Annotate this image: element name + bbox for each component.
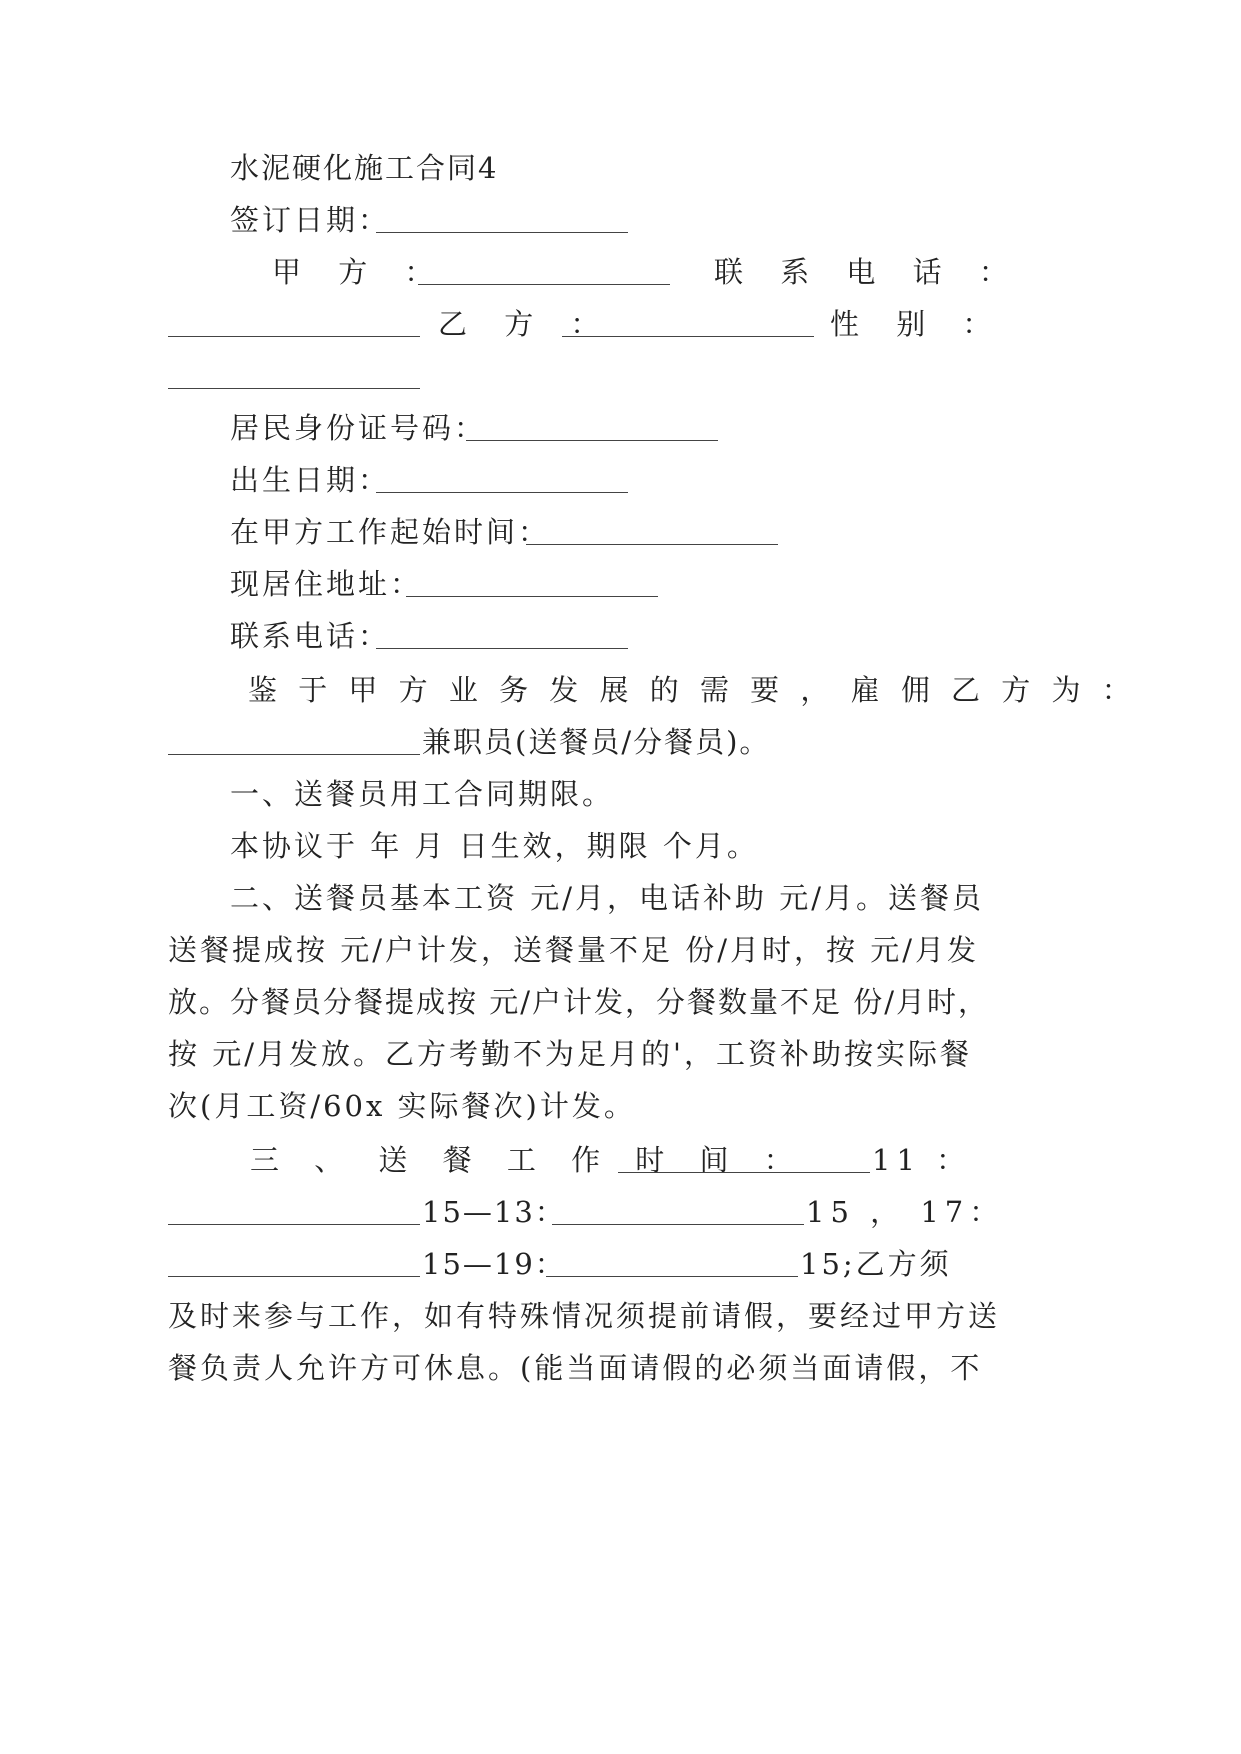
- section-2-text-3: 放。分餐员分餐提成按 元/户计发，分餐数量不足 份/月时，: [168, 985, 989, 1019]
- hire-intro-text: 鉴 于 甲 方 业 务 发 展 的 需 要 ， 雇 佣 乙 方 为 ：: [248, 673, 1137, 707]
- sign-date-label: 签订日期：: [230, 203, 391, 237]
- party-b-line: [0, 304, 1241, 344]
- work-time-blank-4: [168, 1276, 420, 1277]
- contact-phone-field-blank: [376, 648, 628, 649]
- section-2-text-5: 次(月工资/60x 实际餐次)计发。: [168, 1089, 636, 1123]
- sec2-line-4: [0, 1034, 1241, 1074]
- sec3-line-2: [0, 1192, 1241, 1232]
- birth-date-blank: [376, 492, 628, 493]
- sec2-line-3: [0, 982, 1241, 1022]
- start-time-blank: [526, 544, 778, 545]
- title-line: [0, 148, 1241, 188]
- hire-role-blank: [168, 754, 420, 755]
- section-2-text-4: 按 元/月发放。乙方考勤不为足月的'，工资补助按实际餐: [168, 1037, 972, 1071]
- gender-label: 性 别 ：: [830, 307, 1006, 341]
- document-title: 水泥硬化施工合同4: [230, 151, 499, 185]
- party-a-blank: [418, 284, 670, 285]
- id-number-line: [0, 408, 1241, 448]
- party-b-label: 乙 方 ：: [438, 307, 614, 341]
- sec2-line-2: [0, 930, 1241, 970]
- section-3-text-4: 及时来参与工作，如有特殊情况须提前请假，要经过甲方送: [168, 1299, 1001, 1333]
- hire-role-line: [0, 722, 1241, 762]
- party-a-label: 甲 方 ：: [272, 255, 448, 289]
- section-3-label: 三 、 送 餐 工 作 时 间 ：: [250, 1143, 806, 1177]
- section-3-text-5: 餐负责人允许方可休息。(能当面请假的必须当面请假，不: [168, 1351, 983, 1385]
- start-time-line: [0, 512, 1241, 552]
- hire-intro-line: [0, 670, 1241, 710]
- sec2-line-1: [0, 878, 1241, 918]
- sign-date-line: [0, 200, 1241, 240]
- start-time-label: 在甲方工作起始时间：: [230, 515, 551, 549]
- address-line: [0, 564, 1241, 604]
- address-label: 现居住地址：: [230, 567, 423, 601]
- sec3-line-3: [0, 1244, 1241, 1284]
- work-time-5: 15;乙方须: [800, 1247, 952, 1281]
- work-time-blank-2: [168, 1224, 420, 1225]
- sec1-title-line: [0, 774, 1241, 814]
- id-number-blank: [466, 440, 718, 441]
- sec1-text-line: [0, 826, 1241, 866]
- work-time-blank-3: [552, 1224, 804, 1225]
- work-time-blank-5: [546, 1276, 798, 1277]
- contact-phone-blank: [168, 336, 420, 337]
- gender-blank: [168, 388, 420, 389]
- sign-date-blank: [376, 232, 628, 233]
- contact-phone-line: [0, 616, 1241, 656]
- sec3-line-4: [0, 1296, 1241, 1336]
- work-time-blank-1: [618, 1172, 870, 1173]
- work-time-1: 11 ：: [872, 1143, 972, 1177]
- section-1-title: 一、送餐员用工合同期限。: [230, 777, 615, 811]
- sec3-line-5: [0, 1348, 1241, 1388]
- hire-role-text: 兼职员(送餐员/分餐员)。: [422, 725, 771, 759]
- contact-phone-label: 联系电话：: [230, 619, 391, 653]
- work-time-4: 15—19：: [422, 1247, 566, 1281]
- birth-date-line: [0, 460, 1241, 500]
- id-number-label: 居民身份证号码：: [230, 411, 487, 445]
- address-blank: [406, 596, 658, 597]
- party-a-line: [0, 252, 1241, 292]
- contact-phone-label-spread: 联 系 电 话 ：: [714, 255, 1022, 289]
- section-2-text-1: 二、送餐员基本工资 元/月，电话补助 元/月。送餐员: [230, 881, 984, 915]
- gender-blank-line: [0, 356, 1241, 396]
- party-b-blank: [562, 336, 814, 337]
- section-1-text: 本协议于 年 月 日生效，期限 个月。: [230, 829, 759, 863]
- sec2-line-5: [0, 1086, 1241, 1126]
- section-2-text-2: 送餐提成按 元/户计发，送餐量不足 份/月时，按 元/月发: [168, 933, 979, 967]
- work-time-3: 15 ， 17：: [806, 1195, 1005, 1229]
- work-time-2: 15—13：: [422, 1195, 566, 1229]
- birth-date-label: 出生日期：: [230, 463, 391, 497]
- sec3-line-1: [0, 1140, 1241, 1180]
